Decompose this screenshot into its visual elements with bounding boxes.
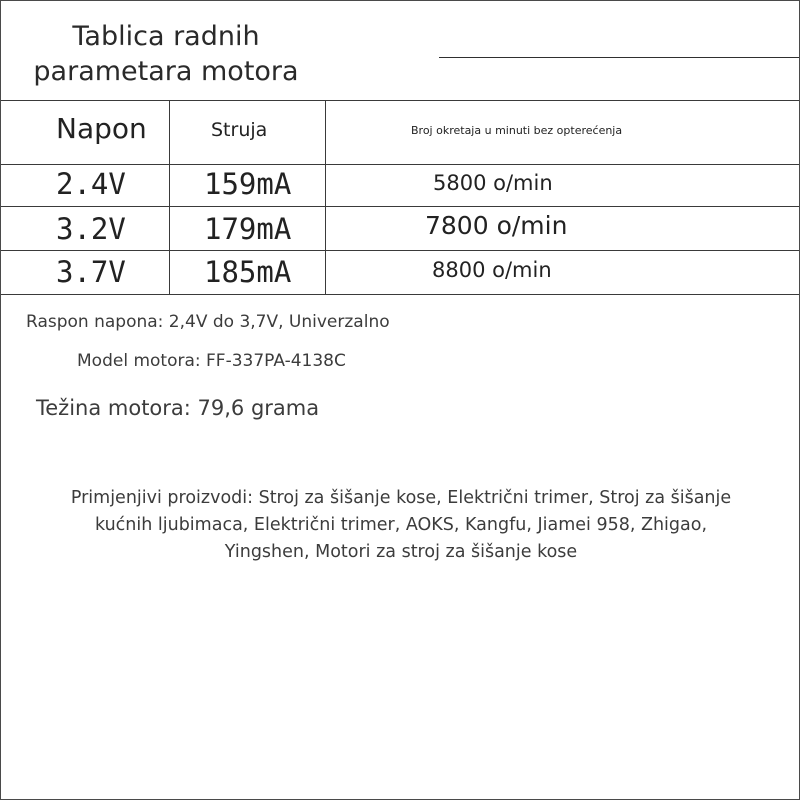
motor-weight-text: Težina motora: 79,6 grama xyxy=(36,396,320,420)
header-rpm: Broj okretaja u minuti bez opterećenja xyxy=(411,124,623,137)
title-rule xyxy=(439,57,799,58)
header-current: Struja xyxy=(211,119,268,141)
row-2-voltage: 3.2V xyxy=(56,212,126,246)
title-line-1: Tablica radnih xyxy=(72,21,260,52)
row-1-voltage: 2.4V xyxy=(56,167,126,201)
row-2-rpm: 7800 o/min xyxy=(425,211,568,240)
applicable-products-line-1: Primjenjivi proizvodi: Stroj za šišanje kose, Električni trimer, Stroj za šišanje xyxy=(70,488,732,508)
row-divider-1 xyxy=(1,206,799,207)
row-1-rpm: 5800 o/min xyxy=(433,171,553,195)
table-bottom-border xyxy=(1,294,799,295)
header-voltage: Napon xyxy=(56,112,147,145)
row-3-current: 185mA xyxy=(204,255,292,289)
row-3-rpm: 8800 o/min xyxy=(432,258,552,282)
column-divider-2 xyxy=(325,100,326,294)
applicable-products xyxy=(1,485,800,566)
row-3-voltage: 3.7V xyxy=(56,255,126,289)
row-2-current: 179mA xyxy=(204,212,292,246)
header-bottom-border xyxy=(1,164,799,165)
applicable-products-line-3: Yingshen, Motori za stroj za šišanje kose xyxy=(224,542,578,562)
applicable-products-line-2: kućnih ljubimaca, Električni trimer, AOKS, Kangfu, Jiamei 958, Zhigao, xyxy=(94,515,708,535)
table-top-border xyxy=(1,100,799,101)
row-divider-2 xyxy=(1,250,799,251)
row-1-current: 159mA xyxy=(204,167,292,201)
column-divider-1 xyxy=(169,100,170,294)
title-line-2: parametara motora xyxy=(33,56,299,87)
voltage-range-text: Raspon napona: 2,4V do 3,7V, Univerzalno xyxy=(26,312,390,332)
motor-model-text: Model motora: FF-337PA-4138C xyxy=(77,351,346,371)
